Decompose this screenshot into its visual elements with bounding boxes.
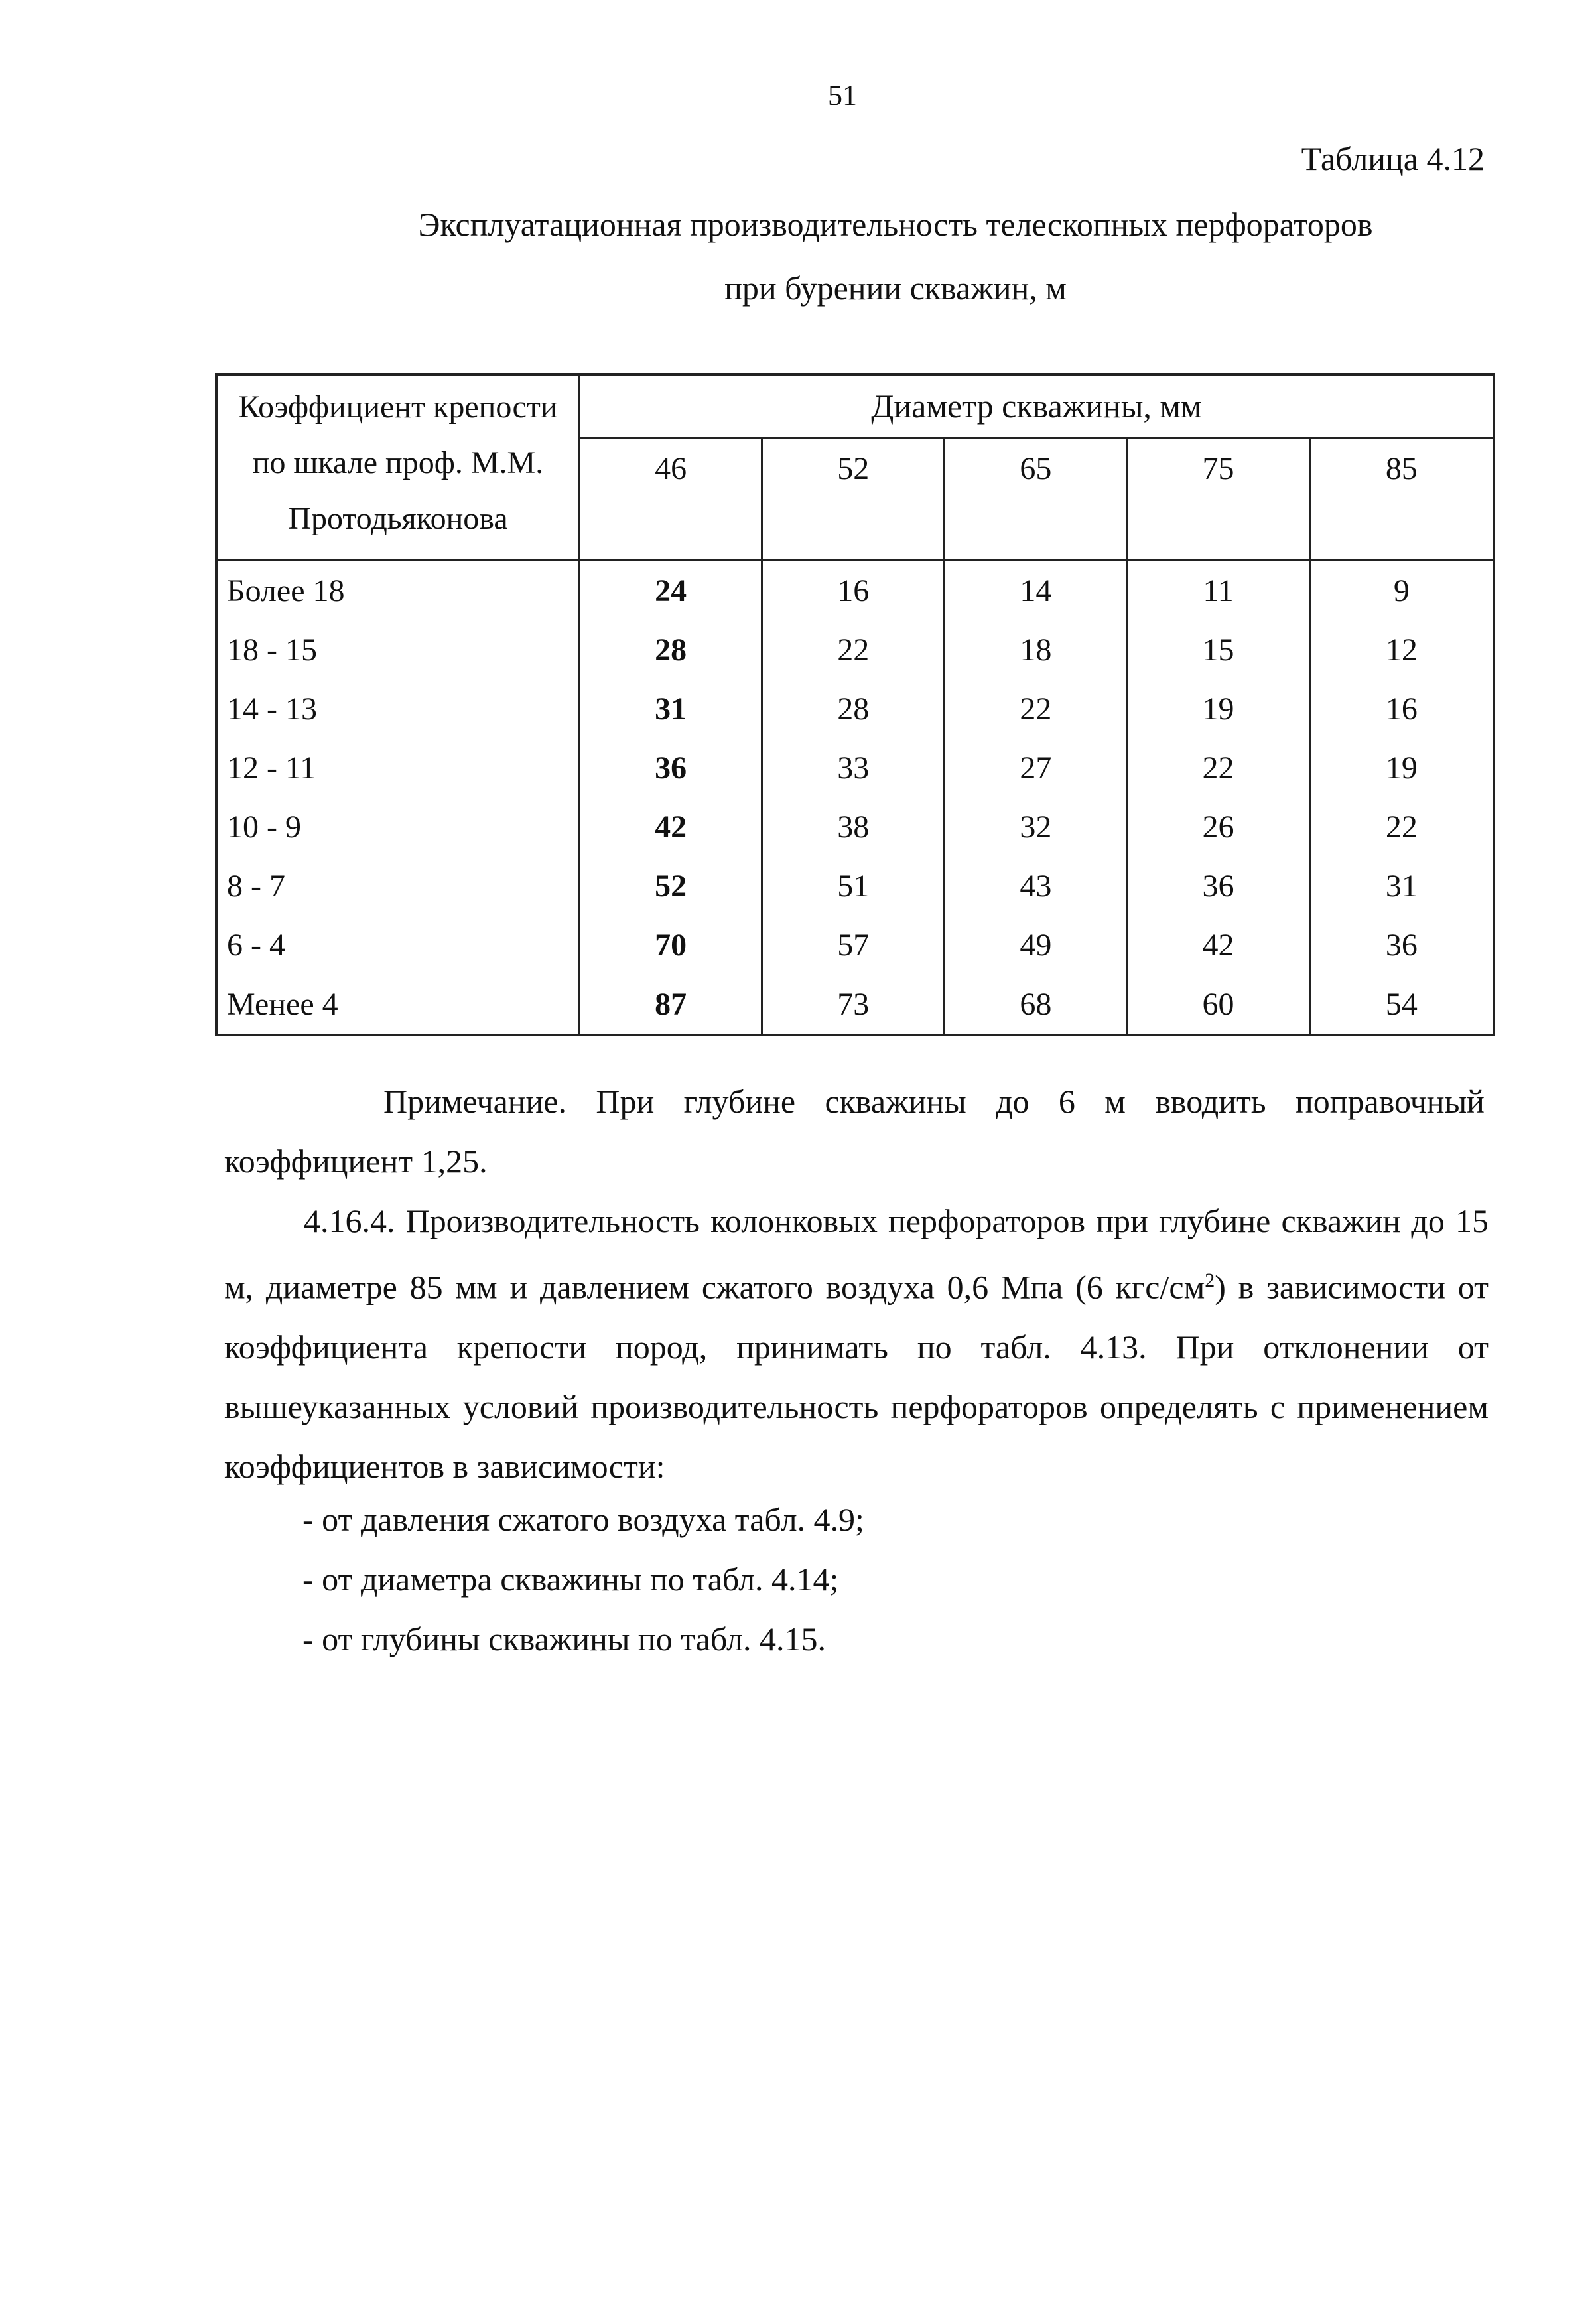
table-cell: 51: [762, 857, 945, 916]
table-cell: 57: [762, 916, 945, 975]
column-header: 75: [1127, 438, 1309, 561]
productivity-table: [215, 373, 1495, 1036]
table-label: Таблица 4.12: [1301, 140, 1485, 177]
table-row: [216, 857, 1494, 916]
strength-coefficient-header: [216, 374, 580, 561]
page-number: 51: [828, 79, 857, 111]
note-word: до: [996, 1083, 1030, 1120]
table-body: [216, 561, 1494, 1036]
note-label: Примечание.: [383, 1083, 567, 1120]
note: [224, 1072, 1485, 1191]
table-cell: 11: [1127, 561, 1309, 621]
row-label: 10 - 9: [216, 798, 580, 857]
column-header: 85: [1309, 438, 1494, 561]
table-cell: 68: [945, 975, 1127, 1035]
table-row: [216, 679, 1494, 738]
list-item: - от давления сжатого воздуха табл. 4.9;: [302, 1501, 864, 1538]
table-cell: 15: [1127, 620, 1309, 679]
note-word: м: [1104, 1083, 1126, 1120]
table-title-line1: Эксплуатационная производительность телескопных перфораторов: [418, 206, 1373, 243]
row-label: 18 - 15: [216, 620, 580, 679]
table-cell: 32: [945, 798, 1127, 857]
paragraph-4-16-4: [224, 1191, 1489, 1496]
row-label: 12 - 11: [216, 738, 580, 798]
table-cell: 16: [762, 561, 945, 621]
table-row: [216, 620, 1494, 679]
note-word: поправочный: [1295, 1083, 1485, 1120]
table-cell: 24: [580, 561, 762, 621]
note-word: При: [596, 1083, 655, 1120]
column-header: 65: [945, 438, 1127, 561]
table-cell: 42: [1127, 916, 1309, 975]
table-row: [216, 975, 1494, 1035]
table-cell: 9: [1309, 561, 1494, 621]
table-cell: 27: [945, 738, 1127, 798]
note-line2: коэффициент 1,25.: [224, 1143, 488, 1180]
table-cell: 49: [945, 916, 1127, 975]
table-cell: 19: [1309, 738, 1494, 798]
note-word: вводить: [1155, 1083, 1266, 1120]
table-cell: 28: [762, 679, 945, 738]
table-cell: 18: [945, 620, 1127, 679]
table-cell: 43: [945, 857, 1127, 916]
table-cell: 31: [1309, 857, 1494, 916]
table-cell: 54: [1309, 975, 1494, 1035]
table-row: [216, 561, 1494, 621]
strength-header-line2: по шкале проф. М.М.: [252, 445, 544, 480]
table-cell: 31: [580, 679, 762, 738]
table-cell: 36: [580, 738, 762, 798]
table-cell: 60: [1127, 975, 1309, 1035]
column-header: 52: [762, 438, 945, 561]
dependency-list: [302, 1490, 864, 1669]
table-cell: 16: [1309, 679, 1494, 738]
paragraph-superscript: 2: [1205, 1269, 1215, 1291]
note-word: 6: [1058, 1083, 1075, 1120]
note-word: глубине: [683, 1083, 796, 1120]
strength-header-line1: Коэффициент крепости: [238, 389, 558, 425]
table-title: [305, 192, 1486, 320]
table-cell: 22: [1309, 798, 1494, 857]
table-row: [216, 916, 1494, 975]
table-cell: 22: [1127, 738, 1309, 798]
row-label: 6 - 4: [216, 916, 580, 975]
table-row: [216, 738, 1494, 798]
strength-header-line3: Протодьяконова: [288, 501, 508, 536]
row-label: Более 18: [216, 561, 580, 621]
table-cell: 19: [1127, 679, 1309, 738]
diameter-header: Диаметр скважины, мм: [580, 374, 1495, 438]
list-item: - от глубины скважины по табл. 4.15.: [302, 1620, 826, 1657]
table-cell: 36: [1309, 916, 1494, 975]
table-cell: 33: [762, 738, 945, 798]
paragraph-part2: ) в зависимости от коэффициента крепости пород, принимать по табл. 4.13. При отклонении от вышеуказанных условий производительность перфораторов определять с применением коэффициентов в зависимости:: [224, 1268, 1489, 1485]
table-cell: 73: [762, 975, 945, 1035]
row-label: Менее 4: [216, 975, 580, 1035]
note-line1: [224, 1072, 1485, 1131]
row-label: 8 - 7: [216, 857, 580, 916]
table-row: [216, 798, 1494, 857]
column-header: 46: [580, 438, 762, 561]
table-cell: 38: [762, 798, 945, 857]
table-cell: 12: [1309, 620, 1494, 679]
note-word: скважины: [825, 1083, 966, 1120]
table-cell: 52: [580, 857, 762, 916]
table-cell: 70: [580, 916, 762, 975]
table-cell: 28: [580, 620, 762, 679]
table-cell: 22: [762, 620, 945, 679]
table-title-line2: при бурении скважин, м: [724, 269, 1067, 307]
paragraph-part1: 4.16.4. Производительность колонковых перфораторов при глубине скважин до 15 м, диаметре 85 мм и давлением сжатого воздуха 0,6 Мпа (6 кгс/см: [224, 1202, 1489, 1306]
table-cell: 14: [945, 561, 1127, 621]
table-cell: 26: [1127, 798, 1309, 857]
table-cell: 42: [580, 798, 762, 857]
table-cell: 36: [1127, 857, 1309, 916]
row-label: 14 - 13: [216, 679, 580, 738]
table-cell: 22: [945, 679, 1127, 738]
table-cell: 87: [580, 975, 762, 1035]
list-item: - от диаметра скважины по табл. 4.14;: [302, 1561, 839, 1598]
